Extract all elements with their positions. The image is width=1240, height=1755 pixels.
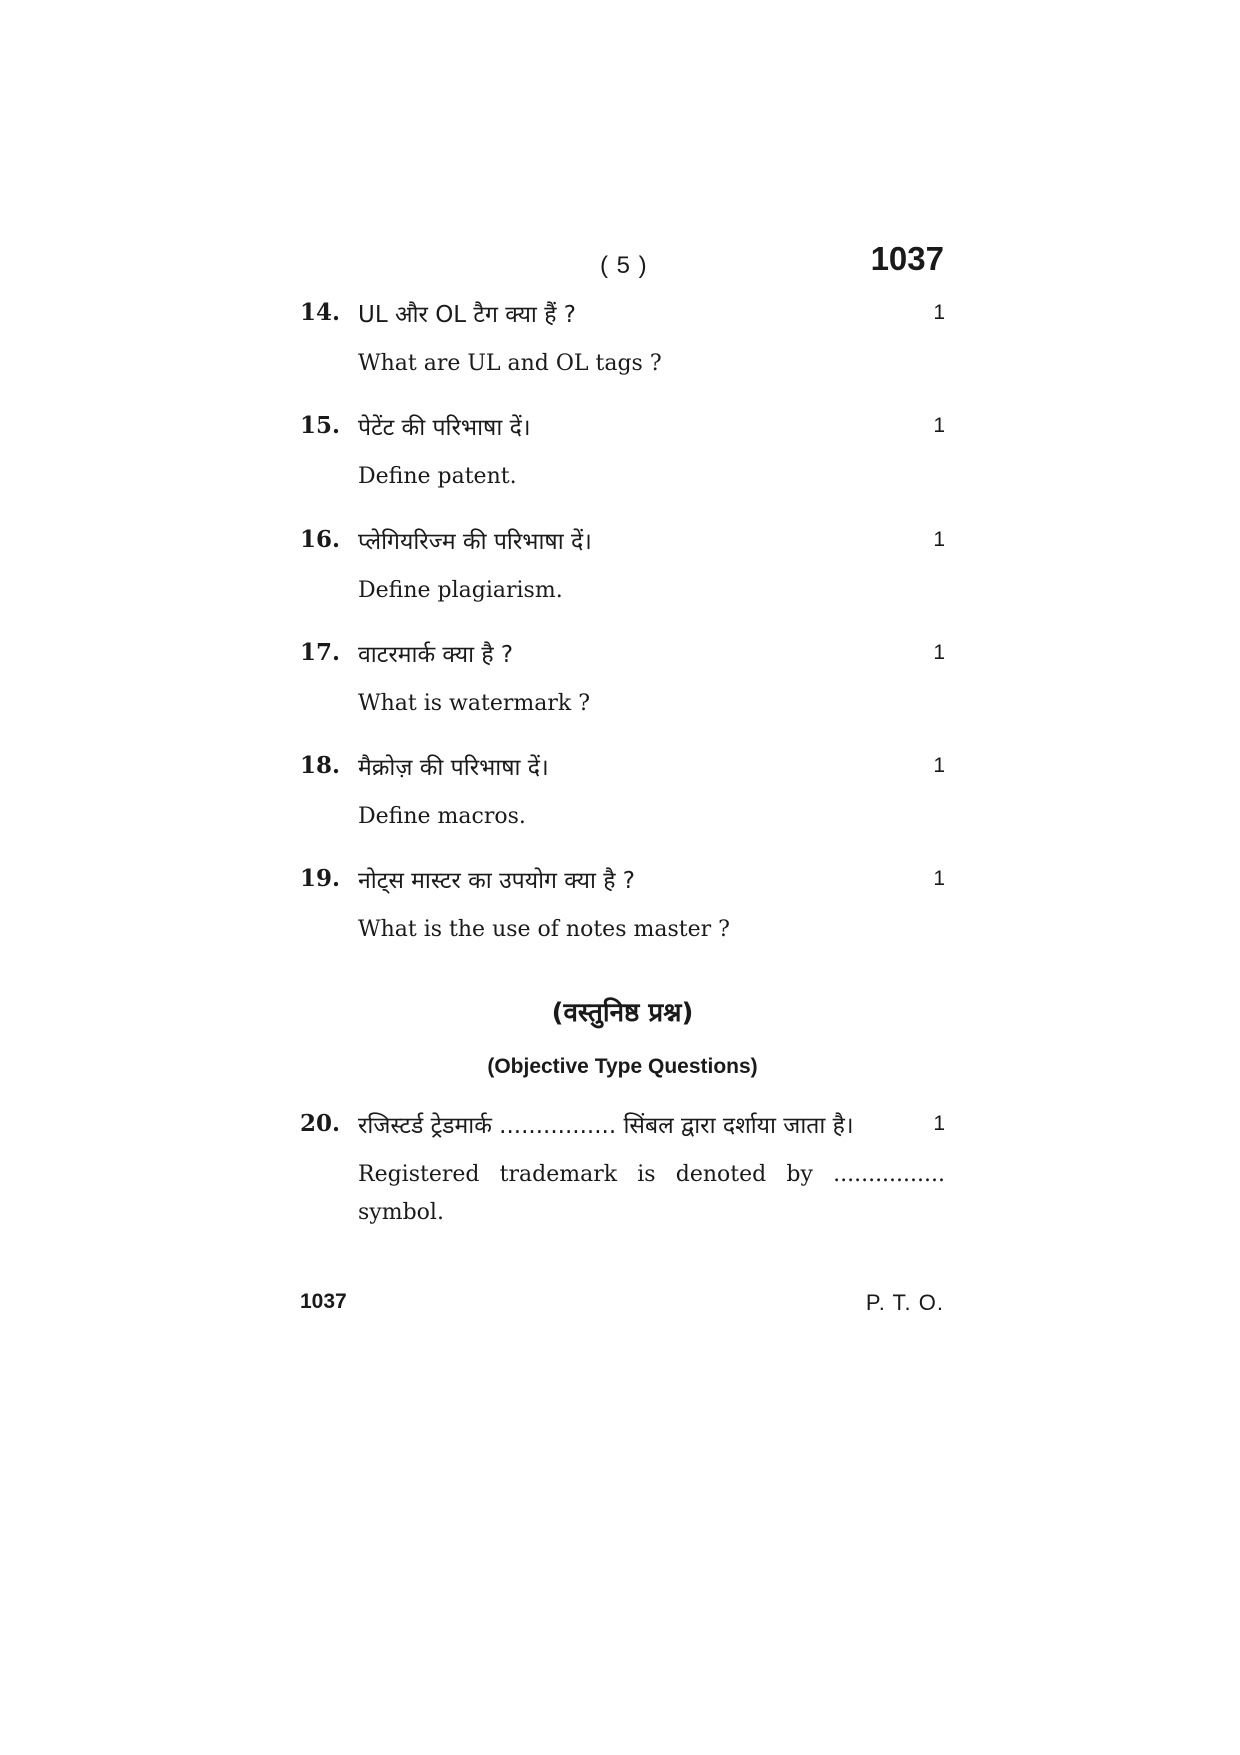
question-text-hindi: वाटरमार्क क्या है ? bbox=[358, 642, 514, 668]
question-marks: 1 bbox=[933, 528, 945, 551]
question-text-hindi: रजिस्टर्ड ट्रेडमार्क ................ सिंबल द्वारा दर्शाया जाता है। bbox=[358, 1113, 854, 1139]
question-text-english: Define patent. bbox=[358, 464, 517, 489]
question-20 bbox=[300, 1106, 945, 1232]
question-number: 14. bbox=[300, 299, 341, 326]
question-number: 18. bbox=[300, 752, 341, 779]
question-18 bbox=[300, 748, 945, 836]
question-number: 15. bbox=[300, 412, 341, 439]
question-text-hindi: पेटेंट की परिभाषा दें। bbox=[358, 415, 531, 441]
question-19 bbox=[300, 861, 945, 949]
question-text-english: What is the use of notes master ? bbox=[358, 917, 730, 942]
question-text-hindi: मैक्रोज़ की परिभाषा दें। bbox=[358, 755, 549, 781]
question-text-english: Define macros. bbox=[358, 804, 526, 829]
question-marks: 1 bbox=[933, 641, 945, 664]
question-text-english: Registered trademark is denoted by ................ symbol. bbox=[358, 1162, 945, 1225]
question-marks: 1 bbox=[933, 867, 945, 890]
section-title-english: (Objective Type Questions) bbox=[487, 1055, 758, 1078]
question-marks: 1 bbox=[933, 301, 945, 324]
question-number: 19. bbox=[300, 865, 341, 892]
question-marks: 1 bbox=[933, 754, 945, 777]
question-17 bbox=[300, 635, 945, 723]
question-text-english: What are UL and OL tags ? bbox=[358, 351, 662, 376]
pto-label: P. T. O. bbox=[865, 1290, 944, 1315]
question-marks: 1 bbox=[933, 1112, 945, 1135]
question-number: 20. bbox=[300, 1110, 341, 1137]
section-title-hindi: (वस्तुनिष्ठ प्रश्न) bbox=[551, 998, 694, 1028]
page-number: ( 5 ) bbox=[600, 252, 648, 279]
question-text-hindi: प्लेगियरिज्म की परिभाषा दें। bbox=[358, 529, 592, 555]
question-marks: 1 bbox=[933, 414, 945, 437]
paper-code-header: 1037 bbox=[870, 240, 944, 277]
question-text-english: Define plagiarism. bbox=[358, 578, 563, 603]
question-text-hindi: नोट्स मास्टर का उपयोग क्या है ? bbox=[358, 868, 635, 894]
paper-code-footer: 1037 bbox=[300, 1290, 347, 1313]
question-text-english: What is watermark ? bbox=[358, 691, 590, 716]
question-number: 16. bbox=[300, 526, 341, 553]
question-16 bbox=[300, 522, 945, 610]
question-number: 17. bbox=[300, 639, 341, 666]
question-14 bbox=[300, 295, 945, 383]
question-text-hindi: UL और OL टैग क्या हैं ? bbox=[358, 302, 576, 328]
question-15 bbox=[300, 408, 945, 496]
